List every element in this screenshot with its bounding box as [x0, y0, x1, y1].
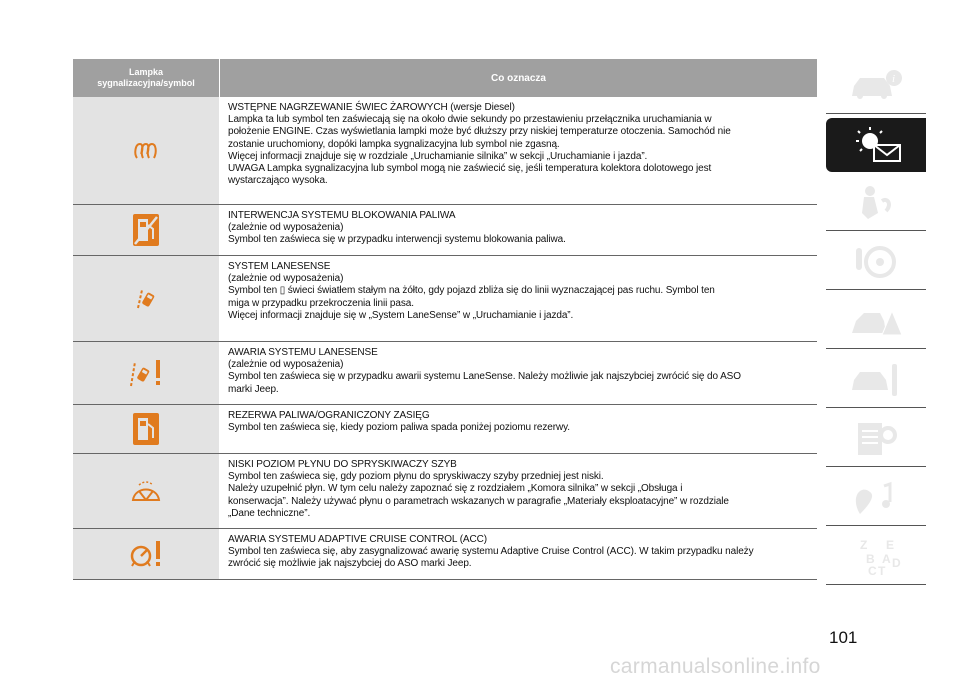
- safety-icon[interactable]: [826, 176, 926, 231]
- header-meaning-column: Co oznacza: [490, 72, 546, 84]
- row-title: NISKI POZIOM PŁYNU DO SPRYSKIWACZY SZYB: [228, 459, 457, 470]
- glow-plug-icon: [73, 97, 220, 204]
- row-text: Więcej informacji znajduje się w „System LaneSense” w „Uruchamianie i jazda”.: [228, 309, 574, 321]
- row-description: [220, 405, 817, 453]
- row-text: UWAGA Lampka sygnalizacyjna lub symbol mogą nie zaświecić się, jeśli temperatura kolektora dolotowego jest: [228, 163, 712, 175]
- row-text: konserwacja”. Należy używać płynu o parametrach wskazanych w paragrafie „Materiały eksploatacyjne” w rozdziale: [228, 495, 729, 507]
- row-text: (zależnie od wyposażenia): [228, 359, 344, 371]
- table-row: [73, 205, 817, 256]
- row-text: Lampka ta lub symbol ten zaświecają się na około dwie sekundy po przestawieniu przełącznika uruchamiania w: [228, 114, 712, 126]
- row-text: Symbol ten ▯ świeci światłem stałym na żółto, gdy pojazd zbliża się do linii wyznaczającej pas ruchu. Symbol ten: [228, 285, 715, 297]
- header-symbol-line2: sygnalizacyjna/symbol: [97, 78, 195, 88]
- row-description: [220, 256, 817, 341]
- lanesense-fault-icon: [73, 342, 220, 404]
- svg-text:A: A: [882, 552, 891, 566]
- row-title: SYSTEM LANESENSE: [228, 261, 331, 272]
- emergency-icon[interactable]: [826, 294, 926, 349]
- index-icon[interactable]: [826, 530, 926, 585]
- table-row: [73, 256, 817, 342]
- row-text: Więcej informacji znajduje się w rozdziale „Uruchamianie silnika” w sekcji „Uruchamianie i jazda”.: [228, 150, 648, 162]
- svg-text:i: i: [892, 73, 896, 85]
- acc-fault-icon: [73, 529, 220, 579]
- row-text: zostanie uruchomiony, dopóki lampka sygnalizacyjna lub symbol nie zgasną.: [228, 138, 560, 150]
- lanesense-icon: [73, 256, 220, 341]
- svg-text:T: T: [878, 564, 886, 577]
- row-text: (zależnie od wyposażenia): [228, 222, 344, 234]
- multimedia-icon[interactable]: [826, 471, 926, 526]
- row-text: położenie ENGINE. Czas wyświetlania lampki może być dłuższy przy niskiej temperaturze otoczenia. Samochód nie: [228, 126, 731, 138]
- row-description: [220, 529, 817, 579]
- warning-lights-table: [73, 59, 817, 580]
- table-row: [73, 342, 817, 405]
- car-info-icon[interactable]: [826, 59, 926, 114]
- row-text: Symbol ten zaświeca się w przypadku interwencji systemu blokowania paliwa.: [228, 234, 566, 246]
- row-text: marki Jeep.: [228, 383, 279, 395]
- svg-text:Z: Z: [860, 538, 868, 552]
- row-text: „Dane techniczne”.: [228, 507, 311, 519]
- washer-fluid-icon: [73, 454, 220, 528]
- row-text: wystarczająco wysoka.: [228, 175, 328, 187]
- low-fuel-icon: [73, 405, 220, 453]
- fuel-cutoff-icon: [73, 205, 220, 255]
- row-text: Symbol ten zaświeca się, aby zasygnalizować awarię systemu Adaptive Cruise Control (ACC). W takim przypadku należy: [228, 546, 754, 558]
- row-text: Symbol ten zaświeca się w przypadku awarii systemu LaneSense. Należy możliwie jak najszybciej zwrócić się do ASO: [228, 371, 741, 383]
- row-title: INTERWENCJA SYSTEMU BLOKOWANIA PALIWA: [228, 210, 456, 221]
- row-description: [220, 205, 817, 255]
- table-row: [73, 454, 817, 529]
- technical-data-icon[interactable]: [826, 412, 926, 467]
- table-header: [73, 59, 817, 97]
- row-title: AWARIA SYSTEMU ADAPTIVE CRUISE CONTROL (ACC): [228, 534, 487, 545]
- page-number: 101: [829, 628, 858, 647]
- row-description: [220, 97, 817, 204]
- row-text: (zależnie od wyposażenia): [228, 273, 344, 285]
- svg-text:C: C: [868, 564, 877, 577]
- row-description: [220, 342, 817, 404]
- warning-lights-icon[interactable]: [826, 118, 926, 172]
- table-row: [73, 405, 817, 454]
- chapter-tabs: [826, 59, 926, 589]
- row-text: Należy uzupełnić płyn. W tym celu należy zapoznać się z rozdziałem „Komora silnika” w sekcji „Obsługa i: [228, 483, 683, 495]
- row-title: REZERWA PALIWA/OGRANICZONY ZASIĘG: [228, 410, 430, 421]
- row-description: [220, 454, 817, 528]
- row-text: miga w przypadku przekroczenia linii pasa.: [228, 297, 414, 309]
- row-text: zwrócić się możliwie jak najszybciej do ASO marki Jeep.: [228, 558, 472, 570]
- table-row: [73, 97, 817, 205]
- header-symbol-column: [73, 59, 220, 97]
- svg-text:B: B: [866, 552, 875, 566]
- table-row: [73, 529, 817, 580]
- driving-icon[interactable]: [826, 235, 926, 290]
- svg-text:E: E: [886, 538, 895, 552]
- row-text: Symbol ten zaświeca się, kiedy poziom paliwa spada poniżej poziomu rezerwy.: [228, 422, 570, 434]
- svg-text:D: D: [892, 556, 901, 570]
- row-title: WSTĘPNE NAGRZEWANIE ŚWIEC ŻAROWYCH (wersje Diesel): [228, 102, 515, 113]
- row-title: AWARIA SYSTEMU LANESENSE: [228, 347, 378, 358]
- maintenance-icon[interactable]: [826, 353, 926, 408]
- watermark: carmanualsonline.info: [610, 655, 821, 678]
- header-symbol-line1: Lampka: [128, 67, 163, 77]
- row-text: Symbol ten zaświeca się, gdy poziom płynu do spryskiwaczy szyby przedniej jest niski.: [228, 471, 604, 483]
